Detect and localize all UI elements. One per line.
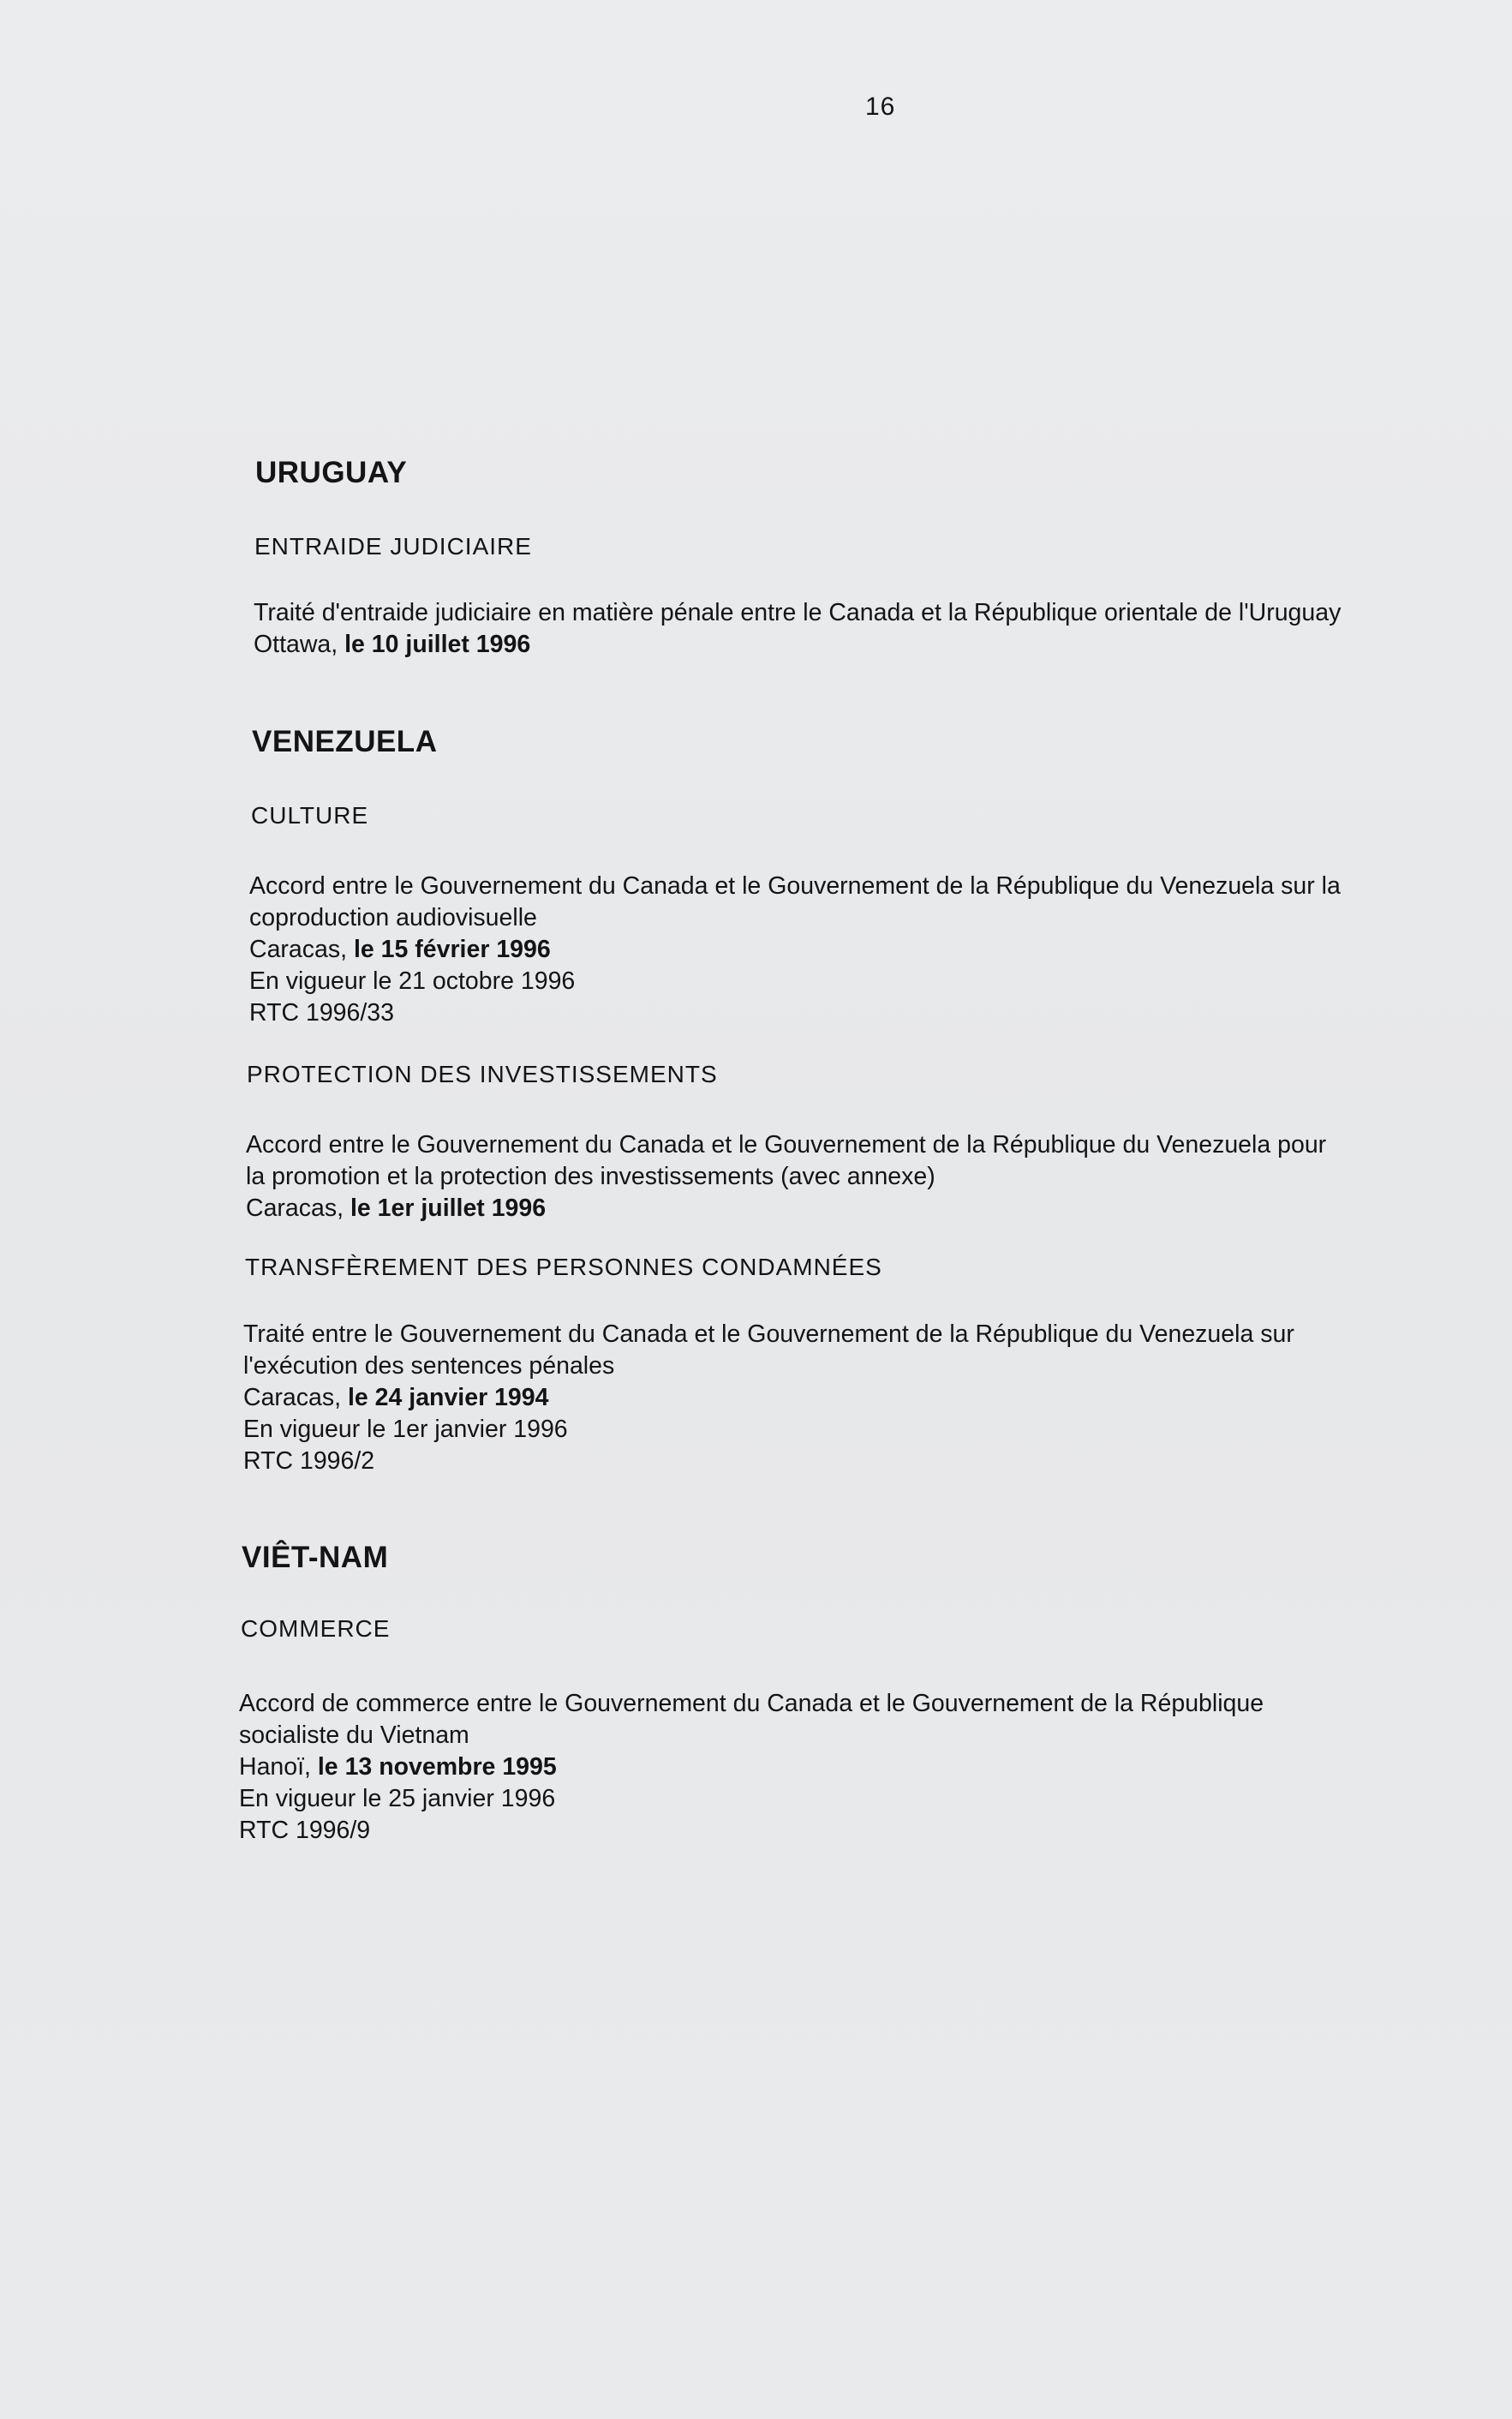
- country-heading-vietnam: VIÊT-NAM: [242, 1541, 389, 1574]
- treaty-rtc-reference: RTC 1996/2: [243, 1447, 375, 1475]
- section-title-protection-investissements: PROTECTION DES INVESTISSEMENTS: [247, 1061, 718, 1087]
- treaty-title-line: Traité entre le Gouvernement du Canada et le Gouvernement de la République du Venezuela sur: [243, 1320, 1294, 1348]
- section-title-commerce: COMMERCE: [241, 1615, 391, 1642]
- section-title-entraide-judiciaire: ENTRAIDE JUDICIAIRE: [254, 533, 532, 560]
- treaty-title-line: Accord de commerce entre le Gouvernement du Canada et le Gouvernement de la République: [239, 1690, 1264, 1717]
- signature-place: Ottawa,: [254, 631, 345, 658]
- country-heading-venezuela: VENEZUELA: [252, 725, 438, 758]
- treaty-entry-venezuela-transferement: [243, 1319, 1494, 1477]
- signature-place: Caracas,: [249, 936, 354, 963]
- treaty-title-line: l'exécution des sentences pénales: [243, 1352, 615, 1380]
- treaty-in-force-line: En vigueur le 25 janvier 1996: [239, 1785, 556, 1812]
- signature-place: Caracas,: [246, 1195, 350, 1222]
- section-title-culture: CULTURE: [251, 802, 369, 829]
- treaty-signature-line: [249, 934, 1500, 966]
- treaty-rtc-reference: RTC 1996/9: [239, 1817, 371, 1844]
- signature-place: Hanoï,: [239, 1753, 318, 1781]
- treaty-rtc-reference: RTC 1996/33: [249, 999, 394, 1027]
- treaty-entry-uruguay-entraide: [254, 597, 1504, 661]
- treaty-title-line: coproduction audiovisuelle: [249, 904, 537, 931]
- page-number: 16: [865, 93, 896, 121]
- signature-date: le 13 novembre 1995: [317, 1753, 557, 1781]
- treaty-signature-line: [246, 1193, 1497, 1224]
- treaty-signature-line: [254, 629, 1504, 661]
- country-heading-uruguay: URUGUAY: [255, 456, 408, 489]
- signature-date: le 1er juillet 1996: [350, 1195, 547, 1222]
- signature-date: le 24 janvier 1994: [347, 1384, 549, 1411]
- treaty-signature-line: [239, 1751, 1490, 1783]
- section-title-transferement: TRANSFÈREMENT DES PERSONNES CONDAMNÉES: [245, 1254, 882, 1280]
- treaty-signature-line: [243, 1382, 1494, 1414]
- treaty-title-line: la promotion et la protection des investissements (avec annexe): [246, 1163, 935, 1190]
- signature-date: le 15 février 1996: [353, 936, 551, 963]
- treaty-title-line: Accord entre le Gouvernement du Canada et le Gouvernement de la République du Venezuela sur la: [249, 872, 1341, 900]
- treaty-entry-venezuela-culture: [249, 871, 1500, 1029]
- treaty-title-line: socialiste du Vietnam: [239, 1721, 469, 1749]
- treaty-title-line: Accord entre le Gouvernement du Canada et le Gouvernement de la République du Venezuela pour: [246, 1131, 1327, 1159]
- treaty-entry-vietnam-commerce: [239, 1688, 1490, 1847]
- treaty-title-line: Traité d'entraide judiciaire en matière pénale entre le Canada et la République orientale de l'Uruguay: [254, 599, 1342, 626]
- treaty-in-force-line: En vigueur le 21 octobre 1996: [249, 967, 576, 995]
- treaty-entry-venezuela-investissements: [246, 1129, 1497, 1224]
- signature-place: Caracas,: [243, 1384, 348, 1411]
- signature-date: le 10 juillet 1996: [344, 631, 531, 658]
- treaty-in-force-line: En vigueur le 1er janvier 1996: [243, 1416, 568, 1443]
